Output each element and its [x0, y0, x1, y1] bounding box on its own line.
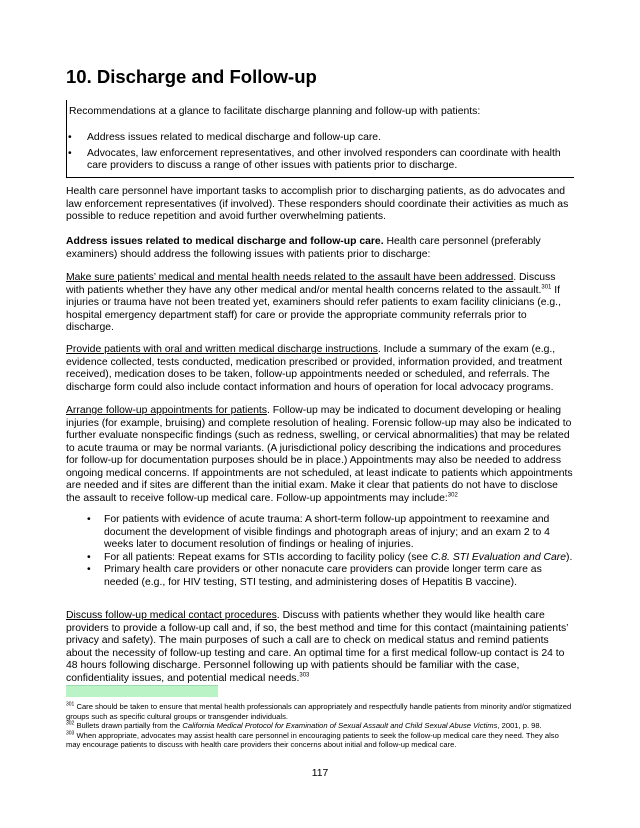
list-item-text: ). — [566, 551, 573, 563]
list-item-text: For patients with evidence of acute trauma: A short-term follow-up appointment to reexamine and document the development of visible findings and photograph areas of injury; and an exam 2 to 4 weeks later to document resolution of findings or healing of injuries. — [104, 514, 550, 550]
page-title: 10. Discharge and Follow-up — [66, 66, 317, 87]
paragraph-text: . Include a summary of the exam (e.g., evidence collected, tests conducted, medication prescribed or provided, information provided, and treatment received), medication doses to be taken, follow-up appointments needed or scheduled, and referrals. The discharge form could also include contact information and hours of operation for local advocacy programs. — [66, 344, 563, 393]
paragraph-medical-needs-text — [66, 272, 574, 335]
bullet-icon: • — [87, 564, 91, 575]
paragraph-lead: Make sure patients’ medical and mental health needs related to the assault have been addressed — [66, 272, 514, 283]
list-item-text: For all patients: Repeat exams for STIs according to facility policy (see — [104, 551, 431, 563]
paragraph-discharge-instructions — [66, 344, 574, 394]
footnote-number: 302 — [66, 720, 75, 727]
list-item-text: Primary health care providers or other nonacute care providers can provide longer term care as needed (e.g., for HIV testing, STI testing, and administering doses of Hepatitis B vaccine). — [104, 564, 542, 588]
recommendations-list — [67, 132, 575, 176]
paragraph-lead: Provide patients with oral and written medical discharge instructions — [66, 344, 378, 355]
list-item — [66, 564, 574, 589]
footnote-ref: 303 — [299, 672, 310, 679]
footnote-separator — [66, 685, 218, 697]
footnote-ref: 302 — [447, 492, 458, 499]
bullet-icon: • — [68, 132, 72, 143]
paragraph-text: . Discuss with patients whether they would like health care providers to provide a follow-up call and, if so, the best method and time for this contact (maintaining patients’ privacy and safety). The main purposes of such a call are to check on medical status and remind patients about the necessity of follow-up testing and care. An optimal time for a first medical follow-up contact is 24 to 48 hours following discharge. Personnel following up with patients should be familiar with the case, confidentiality issues, and potential medical needs. — [66, 610, 569, 684]
bullet-icon: • — [87, 551, 91, 563]
recommendation-text: Advocates, law enforcement representatives, and other involved responders can coordinate with health care providers to discuss a range of other issues with patients prior to discharge. — [87, 147, 561, 171]
footnote-301 — [66, 702, 574, 721]
paragraph-text: . Discuss with patients whether they have any other medical and/or mental health concerns related to the assault. — [66, 272, 556, 296]
paragraph-contact-text — [66, 610, 574, 685]
intro-paragraph-text: Health care personnel have important tasks to accomplish prior to discharging patients, as do advocates and law enforcement representatives (if involved). These responders should coordinate their activities as much as possible to reduce repetition and avoid further overwhelming patients. — [66, 186, 569, 222]
paragraph-followup-contact — [66, 610, 574, 685]
paragraph-text: If injuries or trauma have not been treated yet, examiners should refer patients to exam facility clinicians (e.g., hospital emergency department staff) for care or provide the appropriate community referrals prior to discharge. — [66, 284, 561, 333]
paragraph-followup-appointments — [66, 405, 574, 505]
footnote-text: , 2001, p. 98. — [497, 721, 542, 730]
bullet-icon: • — [87, 514, 91, 525]
followup-list-items — [66, 514, 574, 589]
page-number: 117 — [311, 768, 329, 779]
list-item — [66, 552, 574, 565]
list-item — [67, 132, 575, 145]
intro-paragraph — [66, 186, 574, 224]
paragraph-lead: Discuss follow-up medical contact procedures — [66, 610, 277, 621]
followup-list — [66, 514, 574, 589]
bullet-icon: • — [68, 147, 72, 159]
footnote-ref: 301 — [541, 284, 552, 291]
paragraph-lead: Arrange follow-up appointments for patients — [66, 405, 267, 416]
footnote-text: Bullets drawn partially from the — [74, 721, 183, 730]
paragraph-medical-needs — [66, 272, 574, 335]
footnotes — [66, 702, 574, 750]
paragraph-text: . Follow-up may be indicated to document developing or healing injuries (for example, bruising) and complete resolution of healing. Forensic follow-up may also be indicated to further evaluate nonspecific findings (such as redness, swelling, or cervical abnormalities) that may be related to acute trauma or may be normal variants. (A jurisdictional policy describing the indications and procedures for follow-up for documentation purposes should be in place.) Appointments may also be needed to address ongoing medical concerns. If appointments are not scheduled, at least indicate to patients which appointments are needed and if sites are different than the initial exam. Make it clear that patients do not have to disclose the assault to receive follow-up medical care. Follow-up appointments may include: — [66, 405, 573, 504]
footnote-source-title: California Medical Protocol for Examination of Sexual Assault and Child Sexual Abuse Victims — [182, 721, 498, 730]
footnote-303 — [66, 731, 574, 750]
section-heading: Address issues related to medical discharge and follow-up care. — [66, 236, 384, 247]
footnote-number: 303 — [66, 729, 75, 736]
recommendations-box — [66, 100, 574, 178]
list-item — [66, 514, 574, 552]
recommendation-text: Address issues related to medical discharge and follow-up care. — [87, 132, 381, 143]
cross-reference: C.8. STI Evaluation and Care — [430, 551, 567, 563]
footnote-302 — [66, 721, 574, 731]
paragraph-discharge-text — [66, 344, 574, 394]
footnote-number: 301 — [66, 701, 75, 708]
section-heading-rest: Health care personnel (preferably examiners) should address the following issues with patients prior to discharge: — [66, 236, 541, 260]
footnote-text: When appropriate, advocates may assist health care personnel in encouraging patients to seek the follow-up medical care they need. They also may encourage patients to discuss with health care providers their concerns about initial and follow-up medical care. — [66, 730, 559, 749]
section-heading-text — [66, 236, 574, 261]
paragraph-followup-text — [66, 405, 574, 505]
recommendations-intro: Recommendations at a glance to facilitate discharge planning and follow-up with patients: — [69, 106, 481, 117]
list-item — [67, 148, 575, 173]
section-heading-paragraph — [66, 236, 574, 261]
footnote-text: Care should be taken to ensure that mental health professionals can appropriately and respectfully handle patients from minority and/or stigmatized groups such as specific cultural groups or transgender individuals. — [66, 702, 572, 721]
